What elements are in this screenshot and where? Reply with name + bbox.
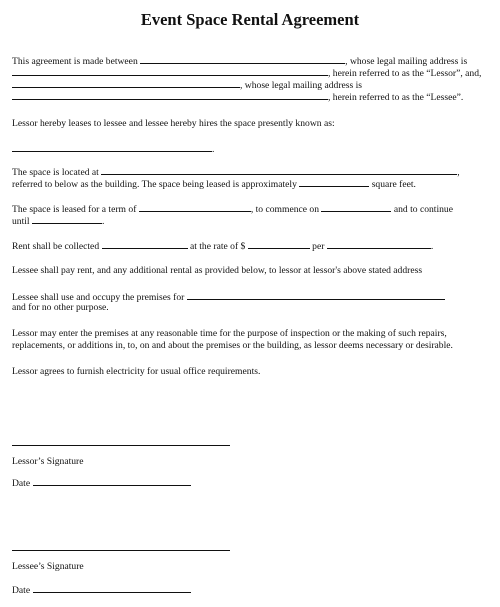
rate-amount-field[interactable] <box>248 239 310 249</box>
until-line <box>12 214 488 228</box>
parties-line-4 <box>12 90 488 104</box>
commence-date-field[interactable] <box>321 202 391 212</box>
lessee-signature-label: Lessee’s Signature <box>12 561 84 572</box>
commence-text: , to commence on <box>250 204 320 215</box>
square-feet-text: square feet. <box>371 179 416 190</box>
lessor-date-field[interactable] <box>33 476 191 486</box>
space-name-field[interactable] <box>12 142 212 152</box>
rent-period: . <box>430 241 434 252</box>
term-field[interactable] <box>139 202 251 212</box>
continue-text: and to continue <box>393 204 453 215</box>
lessee-date-field[interactable] <box>33 583 191 593</box>
lessee-address-field[interactable] <box>12 90 328 100</box>
until-text: until <box>12 216 30 227</box>
lessor-date-line <box>12 476 488 490</box>
lessor-address-text: , whose legal mailing address is <box>345 56 468 67</box>
lease-statement: Lessor hereby leases to lessee and lessee hereby hires the space presently known as: <box>12 118 335 129</box>
electricity-statement: Lessor agrees to furnish electricity for usual office requirements. <box>12 366 261 377</box>
lessor-reference-text: , herein referred to as the “Lessor”, and, <box>328 68 482 79</box>
entry-line-2: replacements, or additions in, to, on and about the premises or the building, as lessor deems necessary or desirable. <box>12 340 453 351</box>
location-comma: , <box>457 167 460 178</box>
size-line <box>12 177 488 191</box>
lessor-name-field[interactable] <box>140 54 345 64</box>
rate-period-field[interactable] <box>327 239 431 249</box>
use-restriction: and for no other purpose. <box>12 302 109 313</box>
parties-intro-text: This agreement is made between <box>12 56 138 67</box>
lessee-address-text: , whose legal mailing address is <box>240 80 363 91</box>
lessee-reference-text: , herein referred to as the “Lessee”. <box>328 92 464 103</box>
entry-line-1: Lessor may enter the premises at any reasonable time for the purpose of inspection or the making of such repairs, <box>12 328 447 339</box>
rent-line <box>12 239 488 253</box>
lessor-signature-field[interactable] <box>12 445 230 446</box>
lessee-date-line <box>12 583 488 597</box>
lessee-date-label: Date <box>12 585 31 596</box>
space-name-period: . <box>212 144 215 155</box>
rent-collection-field[interactable] <box>102 239 188 249</box>
rate-text: at the rate of $ <box>189 241 246 252</box>
document-title: Event Space Rental Agreement <box>140 10 360 29</box>
lessor-signature-label: Lessor’s Signature <box>12 456 84 467</box>
per-text: per <box>312 241 325 252</box>
until-date-field[interactable] <box>32 214 102 224</box>
square-feet-field[interactable] <box>299 177 369 187</box>
use-text: Lessee shall use and occupy the premises for <box>12 292 185 303</box>
term-text: The space is leased for a term of <box>12 204 137 215</box>
size-text: referred to below as the building. The space being leased is approximately <box>12 179 297 190</box>
lessor-address-field[interactable] <box>12 66 328 76</box>
lessee-signature-field[interactable] <box>12 550 230 551</box>
space-name-line <box>12 142 488 156</box>
until-period: . <box>102 216 105 227</box>
location-field[interactable] <box>101 165 457 175</box>
use-purpose-field[interactable] <box>187 290 445 300</box>
payment-statement: Lessee shall pay rent, and any additional rental as provided below, to lessor at lessor's above stated address <box>12 265 423 276</box>
location-text: The space is located at <box>12 167 99 178</box>
rent-text: Rent shall be collected <box>12 241 100 252</box>
lessee-name-field[interactable] <box>12 78 240 88</box>
lessor-date-label: Date <box>12 478 31 489</box>
